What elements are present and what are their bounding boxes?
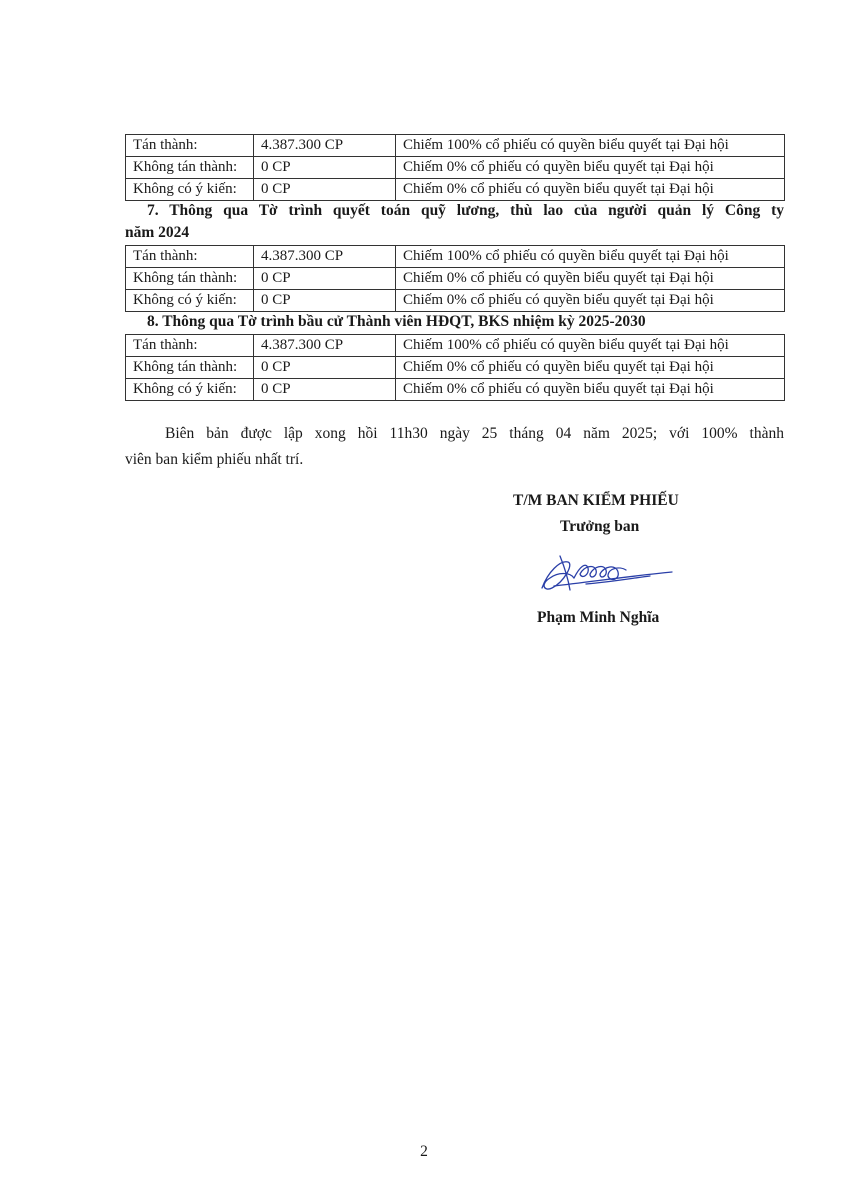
vote-shares: 4.387.300 CP [254,246,396,268]
item-7-heading-continued: năm 2024 [125,224,190,241]
vote-table-item-8 [125,334,785,401]
table-row [126,357,785,379]
vote-label: Tán thành: [126,335,254,357]
vote-label: Không có ý kiến: [126,290,254,312]
vote-ratio: Chiếm 100% cổ phiếu có quyền biểu quyết tại Đại hội [396,135,785,157]
table-row [126,335,785,357]
vote-ratio: Chiếm 0% cổ phiếu có quyền biểu quyết tại Đại hội [396,290,785,312]
vote-shares: 0 CP [254,268,396,290]
vote-shares: 4.387.300 CP [254,135,396,157]
vote-ratio: Chiếm 0% cổ phiếu có quyền biểu quyết tại Đại hội [396,157,785,179]
table-row [126,179,785,201]
vote-shares: 0 CP [254,357,396,379]
vote-ratio: Chiếm 100% cổ phiếu có quyền biểu quyết tại Đại hội [396,246,785,268]
closing-paragraph: Biên bản được lập xong hồi 11h30 ngày 25 tháng 04 năm 2025; với 100% thành [165,425,784,442]
table-row [126,246,785,268]
signatory-role: Trưởng ban [560,518,640,535]
vote-shares: 0 CP [254,179,396,201]
vote-label: Tán thành: [126,135,254,157]
vote-table-item-6 [125,134,785,201]
vote-ratio: Chiếm 100% cổ phiếu có quyền biểu quyết tại Đại hội [396,335,785,357]
vote-shares: 0 CP [254,379,396,401]
vote-label: Không có ý kiến: [126,179,254,201]
item-8-heading: 8. Thông qua Tờ trình bầu cử Thành viên HĐQT, BKS nhiệm kỳ 2025-2030 [147,313,646,330]
item-7-heading: 7. Thông qua Tờ trình quyết toán quỹ lương, thù lao của người quản lý Công ty [147,202,784,219]
table-row [126,379,785,401]
vote-ratio: Chiếm 0% cổ phiếu có quyền biểu quyết tại Đại hội [396,379,785,401]
handwritten-signature [530,548,680,598]
vote-shares: 0 CP [254,290,396,312]
vote-ratio: Chiếm 0% cổ phiếu có quyền biểu quyết tại Đại hội [396,179,785,201]
signatory-organization: T/M BAN KIỂM PHIẾU [513,492,679,509]
vote-shares: 4.387.300 CP [254,335,396,357]
vote-ratio: Chiếm 0% cổ phiếu có quyền biểu quyết tại Đại hội [396,357,785,379]
signatory-name: Phạm Minh Nghĩa [537,609,660,626]
table-row [126,290,785,312]
vote-label: Không có ý kiến: [126,379,254,401]
vote-label: Tán thành: [126,246,254,268]
vote-label: Không tán thành: [126,268,254,290]
vote-shares: 0 CP [254,157,396,179]
vote-table-item-7 [125,245,785,312]
vote-label: Không tán thành: [126,157,254,179]
table-row [126,135,785,157]
page-number: 2 [420,1143,428,1160]
table-row [126,268,785,290]
table-row [126,157,785,179]
closing-paragraph-continued: viên ban kiểm phiếu nhất trí. [125,451,304,468]
vote-label: Không tán thành: [126,357,254,379]
vote-ratio: Chiếm 0% cổ phiếu có quyền biểu quyết tại Đại hội [396,268,785,290]
